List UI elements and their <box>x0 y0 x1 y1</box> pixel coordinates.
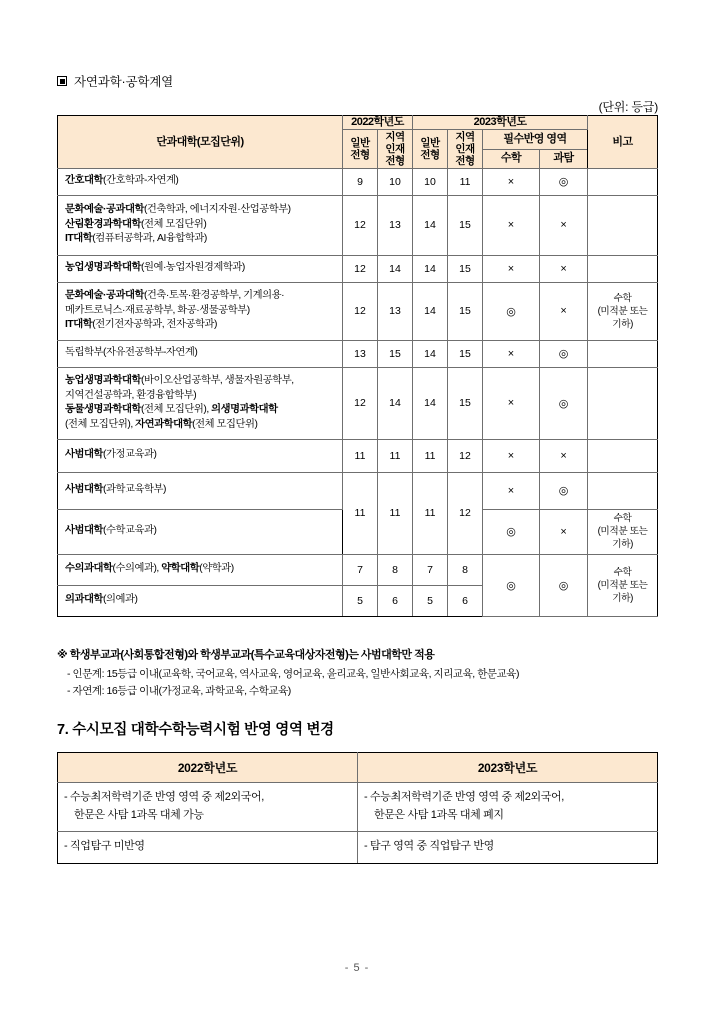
page-number: - 5 - <box>344 962 370 974</box>
cell-remark <box>588 282 658 340</box>
college-name-text: 간호대학(간호학과-자연계) <box>65 175 179 187</box>
cell-remark <box>588 367 658 439</box>
bottom-cell-line-1: - 수능최저학력기준 반영 영역 중 제2외국어, <box>64 791 265 803</box>
cell-general-2022: 12 <box>343 195 378 255</box>
cell-remark <box>588 554 658 616</box>
cell-general-2023: 11 <box>413 439 448 472</box>
section-title: 자연과학·공학계열 <box>74 75 173 89</box>
table-row <box>58 255 658 282</box>
bottom-table-row <box>58 832 658 864</box>
cell-science: ◎ <box>540 367 588 439</box>
cell-local-2023: 12 <box>448 472 483 554</box>
table-row <box>58 340 658 367</box>
cell-local-2023: 12 <box>448 439 483 472</box>
footnote-sub-item: - 인문계: 15등급 이내(교육학, 국어교육, 역사교육, 영어교육, 윤리교육, 일반사회교육, 지리교육, 한문교육) <box>67 668 520 681</box>
header-local-2022-l2: 인재 <box>385 142 405 155</box>
table-row <box>58 282 658 340</box>
bottom-cell-line-1: - 탐구 영역 중 직업탐구 반영 <box>364 840 494 853</box>
cell-local-2022: 8 <box>378 554 413 585</box>
footnote-primary-text: 학생부교과(사회통합전형)와 학생부교과(특수교육대상자전형)는 사범대학만 적용 <box>69 649 435 661</box>
cell-local-2023: 15 <box>448 255 483 282</box>
cell-math: × <box>483 168 540 195</box>
bottom-cell-line-2: 한문은 사탐 1과목 대체 가능 <box>74 808 204 821</box>
cell-general-2022: 12 <box>343 282 378 340</box>
bottom-cell-2022 <box>58 783 358 832</box>
cell-math: × <box>483 367 540 439</box>
cell-science: ◎ <box>540 472 588 509</box>
cell-local-2022: 10 <box>378 168 413 195</box>
cell-math: ◎ <box>483 282 540 340</box>
bottom-cell-2022 <box>58 832 358 864</box>
cell-general-2023: 14 <box>413 367 448 439</box>
cell-local-2022: 14 <box>378 255 413 282</box>
row-college-name: 농업생명과학대학(원예·농업자원경제학과) <box>58 255 343 282</box>
cell-local-2023: 8 <box>448 554 483 585</box>
numbered-section-heading: 7. 수시모집 대학수학능력시험 반영 영역 변경 <box>57 722 334 738</box>
header-math: 수학 <box>483 149 540 168</box>
suneung-change-table <box>57 752 658 864</box>
cell-science: × <box>540 195 588 255</box>
header-local-2023 <box>448 129 483 168</box>
cell-science: ◎ <box>540 168 588 195</box>
header-local-2022 <box>378 129 413 168</box>
header-general-2022-l1: 일반 <box>350 136 370 149</box>
cell-local-2023: 6 <box>448 585 483 616</box>
cell-remark <box>588 168 658 195</box>
cell-remark <box>588 195 658 255</box>
cell-general-2022: 9 <box>343 168 378 195</box>
bottom-header-2022: 2022학년도 <box>58 753 358 783</box>
cell-general-2022: 11 <box>343 439 378 472</box>
row-college-name: 사범대학(가정교육과) <box>58 439 343 472</box>
cell-math: ◎ <box>483 554 540 616</box>
cell-local-2022: 11 <box>378 472 413 554</box>
remark-line-3: 기하) <box>612 539 633 551</box>
table-row <box>58 472 658 509</box>
cell-science: × <box>540 509 588 554</box>
cell-general-2023: 14 <box>413 340 448 367</box>
row-college-name: 문화예술·공과대학(건축학과, 에너지자원·산업공학부) 산림환경과학대학(전체 모집단위) IT대학(컴퓨터공학과, AI융합학과) <box>58 195 343 255</box>
header-local-2022-l1: 지역 <box>385 130 405 143</box>
cell-general-2022: 13 <box>343 340 378 367</box>
header-general-2022 <box>343 129 378 168</box>
remark-line-2: (미적분 또는 <box>597 526 648 538</box>
footnotes-block <box>57 648 677 699</box>
cell-local-2022: 11 <box>378 439 413 472</box>
cell-local-2022: 15 <box>378 340 413 367</box>
bottom-cell-line-2: 한문은 사탐 1과목 대체 폐지 <box>374 808 504 821</box>
cell-general-2022: 11 <box>343 472 378 554</box>
cell-math: × <box>483 439 540 472</box>
header-year-2022: 2022학년도 <box>343 116 413 130</box>
cell-local-2023: 15 <box>448 340 483 367</box>
cell-general-2023: 10 <box>413 168 448 195</box>
row-college-name: 농업생명과학대학(바이오산업공학부, 생물자원공학부, 지역건설공학과, 환경융합학부) 동물생명과학대학(전체 모집단위), 의생명과학대학 (전체 모집단위), 자연과학대학(전체 모집단위) <box>58 367 343 439</box>
footnote-sub-item: - 자연계: 16등급 이내(가정교육, 과학교육, 수학교육) <box>67 684 291 697</box>
bottom-header-2023: 2023학년도 <box>358 753 658 783</box>
header-general-2023-l2: 전형 <box>420 148 440 161</box>
admission-criteria-table <box>57 115 658 617</box>
cell-science: × <box>540 255 588 282</box>
header-required-area: 필수반영 영역 <box>483 129 588 149</box>
header-science: 과탐 <box>540 149 588 168</box>
cell-science: × <box>540 439 588 472</box>
remark-line-3: 기하) <box>612 318 633 330</box>
header-local-2022-l3: 전형 <box>385 154 405 167</box>
table-row <box>58 439 658 472</box>
cell-remark <box>588 472 658 509</box>
cell-local-2023: 15 <box>448 195 483 255</box>
footnote-primary <box>57 648 677 663</box>
cell-local-2023: 15 <box>448 282 483 340</box>
cell-science: × <box>540 282 588 340</box>
section-heading <box>57 72 173 90</box>
bottom-table-row <box>58 783 658 832</box>
row-college-name: 문화예술·공과대학(건축·토목·환경공학부, 기계의용· 메카트로닉스·재료공학부, 화공·생물공학부) IT대학(전기전자공학과, 전자공학과) <box>58 282 343 340</box>
cell-science: ◎ <box>540 554 588 616</box>
header-col-name: 단과대학(모집단위) <box>58 116 343 169</box>
filled-square-bullet-icon <box>57 76 67 86</box>
header-local-2023-l2: 인재 <box>455 142 475 155</box>
header-general-2022-l2: 전형 <box>350 148 370 161</box>
bottom-cell-2023 <box>358 832 658 864</box>
cell-remark <box>588 509 658 554</box>
bottom-cell-line-1: - 직업탐구 미반영 <box>64 840 145 853</box>
row-college-name: 의과대학(의예과) <box>58 585 343 616</box>
header-general-2023-l1: 일반 <box>420 136 440 149</box>
row-college-name: 사범대학(과학교육학부) <box>58 472 343 509</box>
row-college-name <box>58 340 343 367</box>
cell-general-2022: 5 <box>343 585 378 616</box>
cell-general-2023: 14 <box>413 282 448 340</box>
cell-math: ◎ <box>483 509 540 554</box>
header-year-2023: 2023학년도 <box>413 116 588 130</box>
row-college-name <box>58 168 343 195</box>
table-header-row-1 <box>58 116 658 130</box>
table-row <box>58 367 658 439</box>
cell-math: × <box>483 195 540 255</box>
bottom-cell-2023 <box>358 783 658 832</box>
cell-general-2023: 14 <box>413 255 448 282</box>
cell-remark <box>588 340 658 367</box>
cell-science: ◎ <box>540 340 588 367</box>
cell-local-2022: 6 <box>378 585 413 616</box>
table-row <box>58 554 658 585</box>
cell-general-2022: 12 <box>343 255 378 282</box>
college-name-text: 독립학부(자유전공학부-자연계) <box>65 347 198 359</box>
remark-line-3: 기하) <box>612 592 633 604</box>
cell-general-2023: 11 <box>413 472 448 554</box>
cell-local-2023: 15 <box>448 367 483 439</box>
header-local-2023-l3: 전형 <box>455 154 475 167</box>
cell-general-2022: 12 <box>343 367 378 439</box>
cell-local-2022: 14 <box>378 367 413 439</box>
header-general-2023 <box>413 129 448 168</box>
remark-line-1: 수학 <box>613 513 632 524</box>
remark-line-1: 수학 <box>613 566 632 578</box>
cell-remark <box>588 439 658 472</box>
remark-line-1: 수학 <box>613 292 632 304</box>
cell-local-2023: 11 <box>448 168 483 195</box>
header-remark: 비고 <box>588 116 658 169</box>
table-row <box>58 168 658 195</box>
cell-math: × <box>483 472 540 509</box>
reference-mark-icon: ※ <box>57 649 68 661</box>
row-college-name: 사범대학(수학교육과) <box>58 509 343 554</box>
cell-local-2022: 13 <box>378 195 413 255</box>
cell-local-2022: 13 <box>378 282 413 340</box>
cell-general-2023: 7 <box>413 554 448 585</box>
cell-general-2023: 14 <box>413 195 448 255</box>
remark-line-2: (미적분 또는 <box>597 579 648 591</box>
cell-general-2023: 5 <box>413 585 448 616</box>
bottom-cell-line-1: - 수능최저학력기준 반영 영역 중 제2외국어, <box>364 791 565 803</box>
header-local-2023-l1: 지역 <box>455 130 475 143</box>
cell-general-2022: 7 <box>343 554 378 585</box>
cell-math: × <box>483 255 540 282</box>
cell-math: × <box>483 340 540 367</box>
row-college-name: 수의과대학(수의예과), 약학대학(약학과) <box>58 554 343 585</box>
unit-note: (단위: 등급) <box>598 100 658 114</box>
bottom-header-row <box>58 753 658 783</box>
remark-line-2: (미적분 또는 <box>597 305 648 317</box>
table-row <box>58 195 658 255</box>
cell-remark <box>588 255 658 282</box>
